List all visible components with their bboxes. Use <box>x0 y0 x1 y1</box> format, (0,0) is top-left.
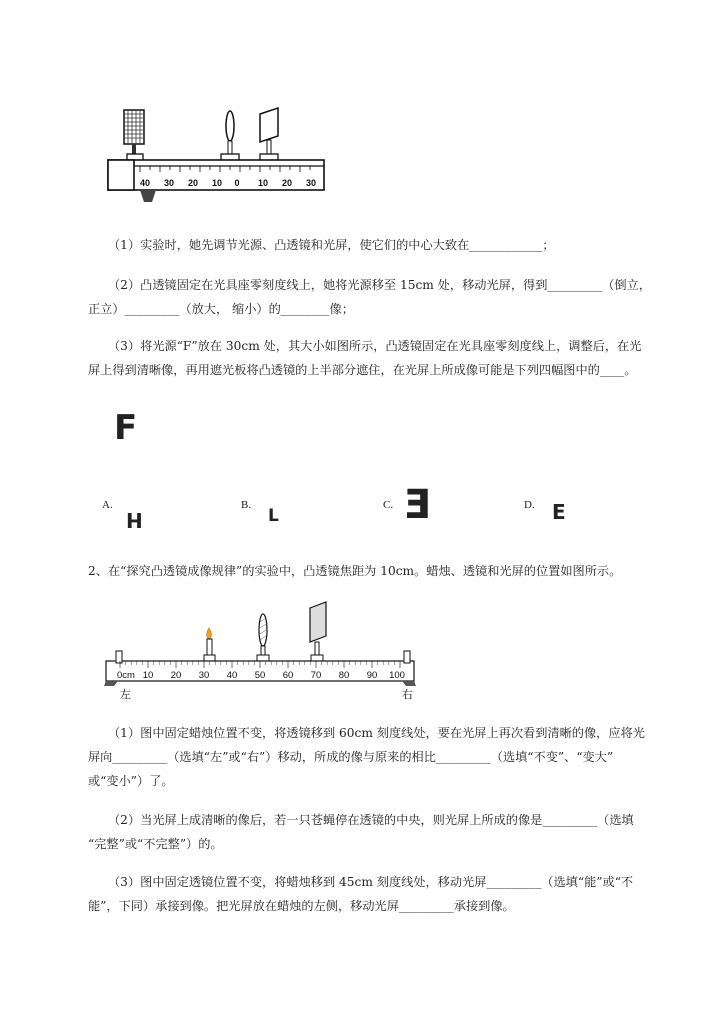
bench-label: 10 <box>257 178 269 188</box>
f-letter-sample: F <box>114 408 138 448</box>
q1-part1: （1）实验时，她先调节光源、凸透镜和光屏，使它们的中心大致在____________； <box>108 238 555 252</box>
q2-part2-line1: （2）当光屏上成清晰的像后，若一只苍蝇停在透镜的中央，则光屏上所成的像是_________（选填 <box>108 813 634 827</box>
q1-part2-line2: 正立）_________（放大， 缩小）的________像； <box>88 302 354 316</box>
ruler-label: 0cm <box>117 670 135 681</box>
q2-part1-line2: 屏向_________（选填“左”或“右”）移动，所成的像与原来的相比_________（选填“不变”、“变大” <box>88 750 614 764</box>
ruler-label: 70 <box>310 670 322 681</box>
option-c-label: C. <box>383 499 394 511</box>
q2-part2-line2: “完整”或“不完整”）的。 <box>88 837 223 851</box>
candle <box>204 628 215 661</box>
q2-stem: 2、在“探究凸透镜成像规律”的实验中，凸透镜焦距为 10cm。蜡烛、透镜和光屏的位置如图所示。 <box>88 564 622 578</box>
bench-label: 10 <box>211 178 223 188</box>
ruler-label: 20 <box>170 670 182 681</box>
q1-part2-line1: （2）凸透镜固定在光具座零刻度线上，她将光源移至 15cm 处，移动光屏，得到_________（倒立， <box>108 278 651 292</box>
option-d-label: D. <box>524 499 535 511</box>
bench-label: 30 <box>305 178 317 188</box>
option-b-label: B. <box>241 499 252 511</box>
q2-part1-line1: （1）图中固定蜡烛位置不变，将透镜移到 60cm 刻度线处，要在光屏上再次看到清晰的像，应将光 <box>108 726 645 740</box>
bench-label: 40 <box>139 178 151 188</box>
ruler-label: 80 <box>338 670 350 681</box>
ruler-label: 30 <box>198 670 210 681</box>
ruler-label: 10 <box>142 670 154 681</box>
left-label: 左 <box>120 688 131 701</box>
candle-bench-figure <box>100 598 420 706</box>
ruler-label: 40 <box>226 670 238 681</box>
option-c-glyph: E <box>404 482 432 528</box>
q2-part3-line2: 能”，下同）承接到像。把光屏放在蜡烛的左侧，移动光屏_________承接到像。 <box>88 899 515 913</box>
light-screen <box>260 108 278 162</box>
option-d-glyph: E <box>552 500 566 524</box>
option-a-label: A. <box>102 499 113 511</box>
q1-part3-line2: 屏上得到清晰像，再用遮光板将凸透镜的上半部分遮住，在光屏上所成像可能是下列四幅图中的____。 <box>88 363 637 377</box>
ruler-label: 60 <box>282 670 294 681</box>
q2-part1-line3: 或“变小”）了。 <box>88 774 174 788</box>
bench-label: 30 <box>163 178 175 188</box>
q2-part3-line1: （3）图中固定透镜位置不变，将蜡烛移到 45cm 刻度线处，移动光屏_________（选填“能”或“不 <box>108 875 634 889</box>
ruler-label: 100 <box>389 670 405 681</box>
bench-label: 20 <box>187 178 199 188</box>
lens <box>257 614 269 661</box>
ruler-label: 90 <box>366 670 378 681</box>
convex-lens <box>221 111 239 162</box>
option-b-glyph: L <box>268 506 279 526</box>
right-label: 右 <box>402 688 413 701</box>
bench-label: 0 <box>234 178 240 188</box>
bench-rail <box>108 160 324 202</box>
ruler-label: 50 <box>254 670 266 681</box>
bench-label: 20 <box>281 178 293 188</box>
q1-part3-line1: （3）将光源“F”放在 30cm 处，其大小如图所示，凸透镜固定在光具座零刻度线上，调整后，在光 <box>108 339 642 353</box>
screen <box>310 602 326 661</box>
optical-bench-figure <box>100 100 330 210</box>
light-source-grid <box>124 110 144 162</box>
option-a-glyph: H <box>126 508 143 532</box>
